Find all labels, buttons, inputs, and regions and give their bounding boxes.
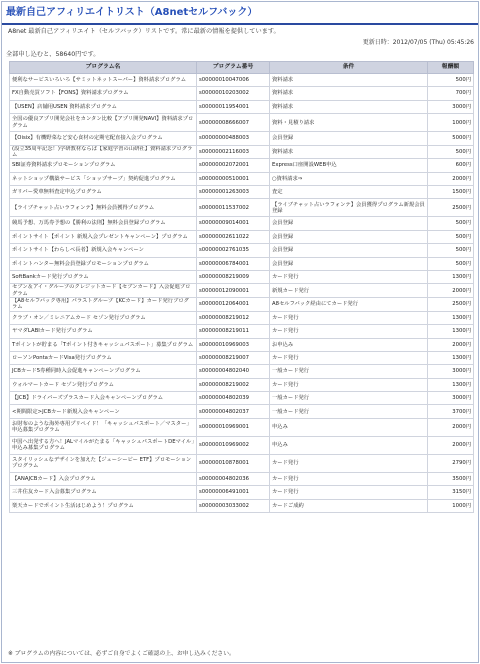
program-code-cell: s00000011537002 (197, 199, 270, 217)
program-code-cell: s00000003033002 (197, 499, 270, 512)
program-code-cell: s00000008666007 (197, 114, 270, 132)
amount-cell: 1300円 (428, 378, 474, 391)
program-code-cell: s00000010047006 (197, 74, 270, 87)
program-code-cell: s00000010969001 (197, 418, 270, 436)
table-row (10, 405, 474, 418)
condition-cell: ○資料請求⇒ (270, 172, 428, 185)
condition-cell: 一般カード発行 (270, 405, 428, 418)
condition-cell: 会員登録 (270, 257, 428, 270)
program-code-cell: s00000009014001 (197, 217, 270, 230)
page-title: 最新自己アフィリエイトリスト（A8netセルフバック） (2, 2, 478, 25)
header-program-code: プログラム番号 (197, 62, 270, 74)
program-code-cell: s00000008219009 (197, 270, 270, 283)
program-name-cell[interactable]: SoftBankカード発行プログラム (10, 270, 197, 283)
amount-cell: 2000円 (428, 338, 474, 351)
table-row (10, 311, 474, 324)
condition-cell: カード発行 (270, 311, 428, 324)
program-code-cell: s00000002072001 (197, 159, 270, 172)
condition-cell: 資料請求 (270, 145, 428, 159)
table-row (10, 436, 474, 454)
table-row (10, 486, 474, 499)
program-code-cell: s00000011954001 (197, 100, 270, 113)
condition-cell: Express口座開設WEB申込 (270, 159, 428, 172)
amount-cell: 1300円 (428, 325, 474, 338)
condition-cell: 会員登録 (270, 132, 428, 145)
program-code-cell: s00000012090001 (197, 284, 270, 298)
table-row (10, 392, 474, 405)
table-row (10, 172, 474, 185)
program-code-cell: s00000006784001 (197, 257, 270, 270)
program-name-cell[interactable]: ガリバー愛車無料査定申込プログラム (10, 186, 197, 199)
amount-cell: 500円 (428, 244, 474, 257)
condition-cell: カードご成約 (270, 499, 428, 512)
header-condition: 条件 (270, 62, 428, 74)
program-code-cell: s00000004802037 (197, 405, 270, 418)
amount-cell: 2500円 (428, 298, 474, 312)
amount-cell: 5000円 (428, 132, 474, 145)
amount-cell: 2790円 (428, 454, 474, 472)
program-name-cell[interactable]: スタイリッシュなデザインを加えた【ジェーシービー ETF】プロモーションプログラム (10, 454, 197, 472)
table-row (10, 298, 474, 312)
table-row (10, 270, 474, 283)
condition-cell: 資料・見積り請求 (270, 114, 428, 132)
table-row (10, 365, 474, 378)
program-code-cell: s00000004802040 (197, 365, 270, 378)
table-row (10, 454, 474, 472)
condition-cell: A8セルフバック経由にてカード発行 (270, 298, 428, 312)
program-code-cell: s00000008219011 (197, 325, 270, 338)
condition-cell: 会員登録 (270, 244, 428, 257)
amount-cell: 1000円 (428, 114, 474, 132)
amount-cell: 3150円 (428, 486, 474, 499)
program-name-cell[interactable]: Tポイントが貯まる「Tポイント付きキャッシュパスポート」募集プログラム (10, 338, 197, 351)
table-row (10, 199, 474, 217)
program-code-cell: s00000010878001 (197, 454, 270, 472)
program-name-cell[interactable]: 全国の優良アプリ開発会社をカンタン比較【アプリ開発NAVI】資料請求プログラム (10, 114, 197, 132)
amount-cell: 500円 (428, 230, 474, 243)
condition-cell: カード発行 (270, 472, 428, 485)
table-row (10, 351, 474, 364)
amount-cell: 1000円 (428, 499, 474, 512)
condition-cell: 会員登録 (270, 230, 428, 243)
program-code-cell: s00000008219012 (197, 311, 270, 324)
amount-cell: 2000円 (428, 284, 474, 298)
program-name-cell[interactable]: <期間限定>JCBカード新規入会キャンペーン (10, 405, 197, 418)
program-name-cell[interactable]: SBI証券資料請求プロモーションプログラム (10, 159, 197, 172)
table-row (10, 87, 474, 100)
program-code-cell: s00000004802036 (197, 472, 270, 485)
table-row (10, 472, 474, 485)
table-row (10, 499, 474, 512)
amount-cell: 500円 (428, 145, 474, 159)
program-name-cell[interactable]: 【Oisix】有機野菜など安心食材の定期宅配直接入会プログラム (10, 132, 197, 145)
amount-cell: 2000円 (428, 172, 474, 185)
condition-cell: カード発行 (270, 351, 428, 364)
program-code-cell: s00000002116003 (197, 145, 270, 159)
condition-cell: お申込み (270, 338, 428, 351)
table-row (10, 257, 474, 270)
amount-cell: 500円 (428, 217, 474, 230)
program-name-cell[interactable]: ウォルマートカード セゾン発行プログラム (10, 378, 197, 391)
condition-cell: 申込み (270, 418, 428, 436)
program-name-cell[interactable]: (設立35周年記念！)学研教材ならば【家庭学習の山研社】資料請求プログラム (10, 145, 197, 159)
condition-cell: 【ライブチャット占いラフォンテ】会員獲得プログラム新規会員登録 (270, 199, 428, 217)
condition-cell: 一般カード発行 (270, 365, 428, 378)
table-row (10, 132, 474, 145)
amount-cell: 500円 (428, 74, 474, 87)
amount-cell: 2000円 (428, 436, 474, 454)
program-name-cell[interactable]: 【USEN】店舗用USEN 資料請求プログラム (10, 100, 197, 113)
amount-cell: 700円 (428, 87, 474, 100)
table-header-row (10, 62, 474, 74)
table-body (10, 74, 474, 513)
amount-cell: 3000円 (428, 365, 474, 378)
condition-cell: カード発行 (270, 486, 428, 499)
condition-cell: 資料請求 (270, 74, 428, 87)
amount-cell: 1500円 (428, 186, 474, 199)
condition-cell: 資料請求 (270, 87, 428, 100)
amount-cell: 1300円 (428, 270, 474, 283)
table-row (10, 186, 474, 199)
program-code-cell: s00000010969002 (197, 436, 270, 454)
program-name-cell[interactable]: ネットショップ構築サービス「ショップサーブ」契約促進プログラム (10, 172, 197, 185)
page-frame (1, 1, 479, 663)
table-row (10, 145, 474, 159)
condition-cell: カード発行 (270, 454, 428, 472)
amount-cell: 1300円 (428, 311, 474, 324)
table-row (10, 114, 474, 132)
amount-cell: 2500円 (428, 199, 474, 217)
program-name-cell[interactable]: ポイントハンター無料会員登録プロモーションプログラム (10, 257, 197, 270)
amount-cell: 3000円 (428, 100, 474, 113)
program-name-cell[interactable]: お財布のような海外専用プリペイド！「キャッシュパスポート／マスター」申込募集プログラム (10, 418, 197, 436)
table-row (10, 244, 474, 257)
table-row (10, 100, 474, 113)
page-description: A8net 最新自己アフィリエイト（セルフバック）リストです。常に最新の情報を提供しています。 (8, 28, 280, 35)
amount-cell: 2000円 (428, 418, 474, 436)
condition-cell: 一般カード発行 (270, 392, 428, 405)
program-code-cell: s00000001263003 (197, 186, 270, 199)
program-name-cell[interactable]: ポイントサイト【ポイント 新規入会プレゼントキャンペーン】プログラム (10, 230, 197, 243)
program-name-cell[interactable]: 三井住友カード入会募集プログラム (10, 486, 197, 499)
amount-cell: 3500円 (428, 472, 474, 485)
program-name-cell[interactable]: 楽天カードでポイント生活はじめよう！プログラム (10, 499, 197, 512)
program-code-cell: s00000004802039 (197, 392, 270, 405)
table-row (10, 325, 474, 338)
program-code-cell: s00000008219007 (197, 351, 270, 364)
program-code-cell: s00000008219002 (197, 378, 270, 391)
program-name-cell[interactable]: 【A8セルフバック専用】パラストグループ【KCカード】カード発行プログラム (10, 298, 197, 312)
program-name-cell[interactable]: 【JCB】ドライバーズプラスカード入会キャンペーンプログラム (10, 392, 197, 405)
program-name-cell[interactable]: 競馬予想、万馬券予想の【勝利の法則】無料会員登録プログラム (10, 217, 197, 230)
table-row (10, 284, 474, 298)
table-row (10, 230, 474, 243)
program-code-cell: s00000002761035 (197, 244, 270, 257)
program-code-cell: s00000012064001 (197, 298, 270, 312)
table-row (10, 159, 474, 172)
program-table (9, 61, 474, 513)
program-name-cell[interactable]: ポイントサイト【わらしべ長者】新規入会キャンペーン (10, 244, 197, 257)
updated-timestamp: 更新日時：2012/07/05 (Thu) 05:45:26 (362, 39, 474, 46)
program-code-cell: s00000000510001 (197, 172, 270, 185)
table-row (10, 74, 474, 87)
amount-cell: 600円 (428, 159, 474, 172)
program-name-cell[interactable]: ローソンPontaカードVisa発行プログラム (10, 351, 197, 364)
table-row (10, 378, 474, 391)
program-name-cell[interactable]: ヤマダLABIカード発行プログラム (10, 325, 197, 338)
program-name-cell[interactable]: セブン＆アイ・グループのクレジットカード【セブンカード】入会促進プログラム (10, 284, 197, 298)
amount-cell: 500円 (428, 257, 474, 270)
condition-cell: 資料請求 (270, 100, 428, 113)
condition-cell: カード発行 (270, 270, 428, 283)
program-code-cell: s00000010969003 (197, 338, 270, 351)
program-code-cell: s00000010203002 (197, 87, 270, 100)
condition-cell: 新規カード発行 (270, 284, 428, 298)
condition-cell: カード発行 (270, 325, 428, 338)
table-row (10, 217, 474, 230)
program-name-cell[interactable]: クラブ・オン／ミレニアムカード セゾン発行プログラム (10, 311, 197, 324)
header-amount: 報酬額 (428, 62, 474, 74)
footnote: ※ プログラムの内容については、必ずご自身でよくご確認の上、お申し込みください。 (8, 651, 235, 658)
condition-cell: 申込み (270, 436, 428, 454)
program-code-cell: s00000002611022 (197, 230, 270, 243)
condition-cell: カード発行 (270, 378, 428, 391)
program-name-cell[interactable]: 中国へ出発する方へ！JALマイルがたまる「キャッシュパスポートDEマイル」申込み募集プログラム (10, 436, 197, 454)
program-name-cell[interactable]: 【ANAJCBカード】入会プログラム (10, 472, 197, 485)
condition-cell: 査定 (270, 186, 428, 199)
table-row (10, 418, 474, 436)
program-name-cell[interactable]: 【ライブチャット占いラフォンテ】無料会員獲得プログラム (10, 199, 197, 217)
program-name-cell[interactable]: 便利なサービスいろいろ【サミットネットスーパー】資料請求プログラム (10, 74, 197, 87)
table-row (10, 338, 474, 351)
total-amount: 全部申し込むと、58640円です。 (6, 51, 100, 58)
amount-cell: 1300円 (428, 351, 474, 364)
program-name-cell[interactable]: JCBカード5券種同時入会促進キャンペーンプログラム (10, 365, 197, 378)
condition-cell: 会員登録 (270, 217, 428, 230)
header-program-name: プログラム名 (10, 62, 197, 74)
program-name-cell[interactable]: FX自動売買ソフト【FONS】資料請求プログラム (10, 87, 197, 100)
amount-cell: 3000円 (428, 392, 474, 405)
program-code-cell: s00000000488003 (197, 132, 270, 145)
program-code-cell: s00000006491001 (197, 486, 270, 499)
amount-cell: 3700円 (428, 405, 474, 418)
